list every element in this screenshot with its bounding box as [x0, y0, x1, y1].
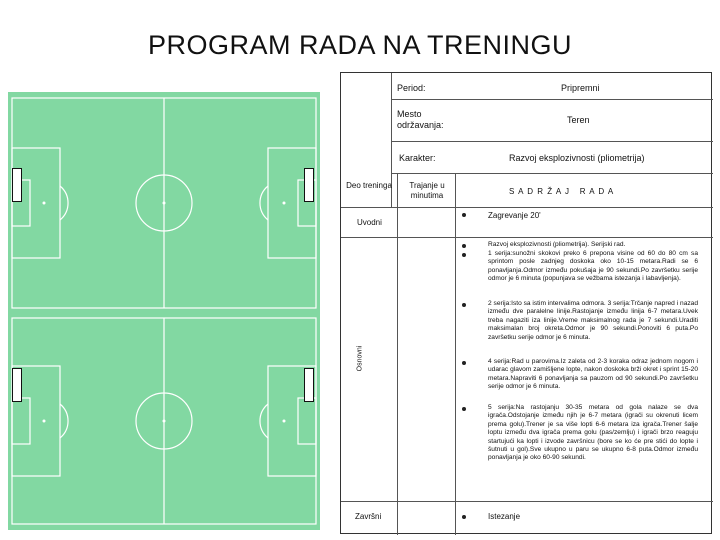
- football-pitch-diagram: [8, 92, 320, 530]
- training-plan-table: [340, 72, 712, 534]
- bullet-icon: [462, 515, 466, 519]
- character-label: Karakter:: [399, 153, 436, 163]
- lower-left-penalty-arc: [60, 404, 68, 438]
- period-label: Period:: [397, 83, 426, 93]
- section-final: Završni: [355, 512, 382, 521]
- column-part: Deo treninga: [346, 181, 392, 190]
- place-value: Teren: [567, 115, 590, 125]
- goal-icon: [12, 168, 22, 202]
- upper-right-penalty-arc: [260, 186, 268, 220]
- bullet-icon: [462, 407, 466, 411]
- goal-icon: [304, 168, 314, 202]
- bullet-icon: [462, 213, 466, 217]
- bullet-icon: [462, 361, 466, 365]
- bullet-icon: [462, 303, 466, 307]
- pitch-lines: [8, 92, 320, 530]
- series-4-text: 4 serija:Rad u parovima.Iz zaleta od 2-3 koraka odraz jednom nogom i udarac glavom zamišljene lopte, nakon doskoka brži okret i sprint 15-20 metara.Napraviti 6 ponavljanja sa pauzom od 90 sekundi.Po završetku serije odmor je 6 minuta.: [488, 358, 698, 391]
- character-value: Razvoj eksplozivnosti (pliometrija): [509, 153, 645, 163]
- main-title-text: Razvoj eksplozivnosti (pliometrija). Serijski rad.: [488, 241, 626, 248]
- lower-right-goal-area: [298, 398, 316, 444]
- page-title: PROGRAM RADA NA TRENINGU: [147, 30, 573, 60]
- series-2-text: 2 serija:Isto sa istim intervalima odmora. 3 serija:Trčanje napred i nazad između dve paralelne linije.Rastojanje između linija 6-7 metara.Uvek treba nagaziti iza linije.Vreme maksimalnog rada je 7 sekundi.Uraditi maksimalan broj okreta.Odmor je 90 sekundi.Ponoviti 6 puta.Po završetku serije odmor je 6 minuta.: [488, 300, 698, 341]
- goal-icon: [12, 368, 22, 402]
- series-1-text: 1 serija:sunožni skokovi preko 6 prepona visine od 60 do 80 cm sa sprintom posle zadnjeg doskoka oko 10-15 metara.Radi se 6 ponavljanja.Odmor između pokušaja je 90 sekundi.Po završetku serije odmor je 6 minuta (popunjava se vežbama istezanja i labavljenja).: [488, 250, 698, 283]
- column-content: S A D R Ž A J R A D A: [509, 187, 615, 196]
- lower-right-penalty-arc: [260, 404, 268, 438]
- upper-left-penalty-arc: [60, 186, 68, 220]
- series-5-text: 5 serija:Na rastojanju 30-35 metara od gola nalaze se dva igrača.Odstojanje između njih je 6-7 metara (igrači su okrenuti licem prema golu).Trener je sa više lopti 6-6 metara iza igrača.Trener šalje loptu između dva igrača prema golu (pas/zemlju) i igrači brzo reaguju startujući ka lopti i izvode završnicu (bore se ko će pre stići do lopte i šutnuti u gol).Sve ukupno u paru se ukupno 6-8 puta.Odmor između ponavljanja je oko 60-90 sekundi.: [488, 404, 698, 462]
- upper-right-penalty-area: [268, 148, 316, 258]
- column-duration: Trajanje u minutima: [409, 181, 445, 200]
- bullet-icon: [462, 253, 466, 257]
- place-label: Mesto održavanja:: [397, 109, 444, 130]
- bullet-icon: [462, 244, 466, 248]
- goal-icon: [304, 368, 314, 402]
- period-value: Pripremni: [561, 83, 600, 93]
- section-intro: Uvodni: [357, 218, 382, 227]
- upper-left-penalty-area: [12, 148, 60, 258]
- warmup-text: Zagrevanje 20': [488, 211, 541, 220]
- cooldown-text: Istezanje: [488, 512, 521, 521]
- lower-left-goal-area: [12, 398, 30, 444]
- section-main: Osnovni: [356, 345, 364, 372]
